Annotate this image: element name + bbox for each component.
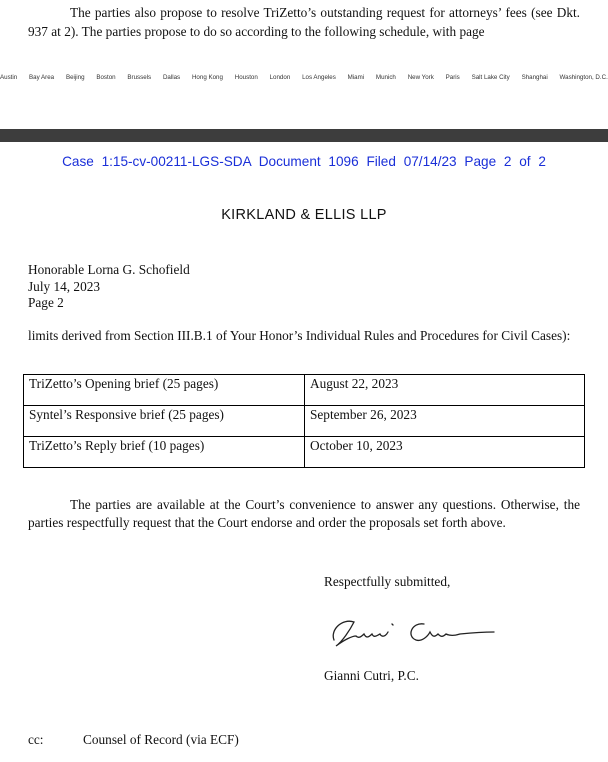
valediction: Respectfully submitted,	[324, 574, 451, 589]
page-number: Page 2	[28, 295, 64, 310]
city: Miami	[347, 74, 365, 81]
closing-paragraph	[28, 496, 580, 531]
letter-date: July 14, 2023	[28, 278, 101, 294]
city: New York	[407, 74, 434, 81]
page-separator	[0, 129, 608, 142]
office-cities-footer	[0, 74, 608, 81]
address-block	[28, 262, 190, 312]
city: Bay Area	[29, 74, 55, 81]
city: Hong Kong	[191, 74, 223, 81]
table-row	[24, 406, 585, 437]
brief-cell: TriZetto’s Opening brief (25 pages)	[24, 375, 305, 406]
city: Salt Lake City	[471, 74, 510, 81]
briefing-schedule-table	[23, 374, 585, 468]
city: Paris	[445, 74, 460, 81]
city: London	[269, 74, 291, 81]
handwritten-signature	[320, 606, 510, 654]
city: Brussels	[127, 74, 152, 81]
city: Los Angeles	[302, 74, 336, 81]
previous-page-text: The parties also propose to resolve TriZetto’s outstanding request for attorneys’ fees (see Dkt. 937 at 2). The parties propose to do so according to the following schedule, with page	[28, 5, 580, 39]
city: Washington, D.C.	[559, 74, 608, 81]
city: Dallas	[162, 74, 181, 81]
date-cell: October 10, 2023	[305, 437, 585, 468]
city: Shanghai	[521, 74, 548, 81]
brief-cell: TriZetto’s Reply brief (10 pages)	[24, 437, 305, 468]
limits-paragraph: limits derived from Section III.B.1 of Your Honor’s Individual Rules and Procedures for Civil Cases):	[28, 328, 571, 343]
table-row	[24, 437, 585, 468]
city: Beijing	[65, 74, 85, 81]
date-cell: September 26, 2023	[305, 406, 585, 437]
table-row	[24, 375, 585, 406]
signer-name: Gianni Cutri, P.C.	[324, 668, 419, 683]
city: Austin	[0, 74, 18, 81]
date-cell: August 22, 2023	[305, 375, 585, 406]
city: Houston	[234, 74, 258, 81]
ecf-header-stamp: Case 1:15-cv-00211-LGS-SDA Document 1096 Filed 07/14/23 Page 2 of 2	[62, 154, 546, 169]
city: Munich	[375, 74, 396, 81]
firm-letterhead: KIRKLAND & ELLIS LLP	[221, 207, 387, 223]
city: Boston	[96, 74, 116, 81]
cc-recipients: Counsel of Record (via ECF)	[83, 732, 239, 747]
previous-page-paragraph	[28, 3, 580, 41]
recipient-name: Honorable Lorna G. Schofield	[28, 262, 190, 277]
closing-text: The parties are available at the Court’s convenience to answer any questions. Otherwise, the parties respectfully request that the Court endorse and order the proposals set forth above.	[28, 497, 580, 530]
brief-cell: Syntel’s Responsive brief (25 pages)	[24, 406, 305, 437]
cc-label: cc:	[28, 732, 44, 747]
